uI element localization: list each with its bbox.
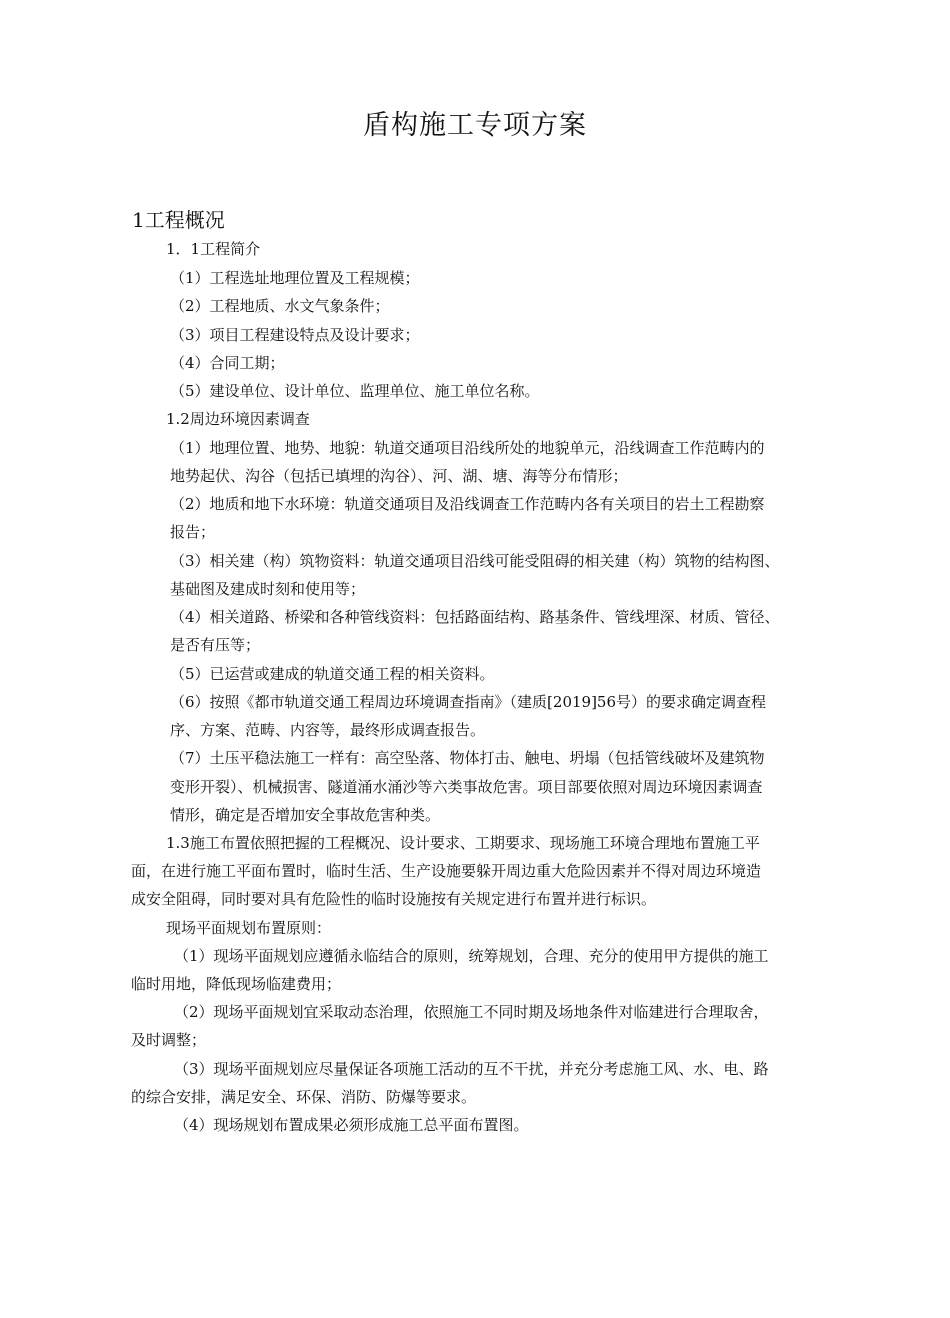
- principles-heading: 现场平面规划布置原则：: [166, 919, 332, 937]
- paragraph-line: （1）现场平面规划应遵循永临结合的原则，统筹规划，合理、充分的使用甲方提供的施工: [174, 947, 769, 965]
- paragraph-line: 地势起伏、沟谷（包括已填埋的沟谷）、河、湖、塘、海等分布情形；: [170, 467, 628, 485]
- paragraph-line: 序、方案、范畴、内容等，最终形成调查报告。: [170, 721, 486, 739]
- paragraph-line: 是否有压等；: [170, 636, 261, 654]
- paragraph-line: （4）相关道路、桥梁和各种管线资料：包括路面结构、路基条件、管线埋深、材质、管径、: [170, 608, 780, 626]
- paragraph-line: 临时用地，降低现场临建费用；: [131, 975, 342, 993]
- paragraph-line: （3）现场平面规划应尽量保证各项施工活动的互不干扰，并充分考虑施工风、水、电、路: [174, 1060, 769, 1078]
- list-item: （5）建设单位、设计单位、监理单位、施工单位名称。: [170, 382, 540, 400]
- list-item: （1）工程选址地理位置及工程规模；: [170, 269, 420, 287]
- paragraph-line: （2）现场平面规划宜采取动态治理，依照施工不同时期及场地条件对临建进行合理取舍，: [174, 1003, 769, 1021]
- paragraph-line: （1）地理位置、地势、地貌：轨道交通项目沿线所处的地貌单元，沿线调查工作范畴内的: [170, 439, 765, 457]
- paragraph-line: 变形开裂）、机械损害、隧道涌水涌沙等六类事故危害。项目部要依照对周边环境因素调查: [170, 778, 763, 796]
- paragraph-line: 情形，确定是否增加安全事故危害种类。: [170, 806, 441, 824]
- paragraph-line: （6）按照《都市轨道交通工程周边环境调查指南》（建质[2019]56号）的要求确定调查程: [170, 693, 767, 711]
- paragraph-line: 基础图及建成时刻和使用等；: [170, 580, 366, 598]
- subsection-1-1-heading: 1．1工程简介: [166, 240, 261, 258]
- subsection-1-2-heading: 1.2周边环境因素调查: [166, 410, 310, 428]
- list-item: （3）项目工程建设特点及设计要求；: [170, 326, 420, 344]
- paragraph-line: 及时调整；: [131, 1031, 207, 1049]
- section-1-heading: 1工程概况: [132, 208, 225, 232]
- list-item: （4）合同工期；: [170, 354, 285, 372]
- paragraph-line: （4）现场规划布置成果必须形成施工总平面布置图。: [174, 1116, 529, 1134]
- paragraph-line: 1.3施工布置依照把握的工程概况、设计要求、工期要求、现场施工环境合理地布置施工平: [166, 834, 760, 852]
- paragraph-line: 成安全阻碍，同时要对具有危险性的临时设施按有关规定进行布置并进行标识。: [131, 890, 657, 908]
- paragraph-line: 报告；: [170, 523, 216, 541]
- list-item: （2）工程地质、水文气象条件；: [170, 297, 390, 315]
- paragraph-line: 面，在进行施工平面布置时，临时生活、生产设施要躲开周边重大危险因素并不得对周边环境造: [131, 862, 762, 880]
- document-title: 盾构施工专项方案: [363, 110, 587, 141]
- paragraph-line: （5）已运营或建成的轨道交通工程的相关资料。: [170, 665, 495, 683]
- paragraph-line: 的综合安排，满足安全、环保、消防、防爆等要求。: [131, 1088, 477, 1106]
- paragraph-line: （7）土压平稳法施工一样有：高空坠落、物体打击、触电、坍塌（包括管线破坏及建筑物: [170, 749, 765, 767]
- paragraph-line: （3）相关建（构）筑物资料：轨道交通项目沿线可能受阻碍的相关建（构）筑物的结构图、: [170, 552, 780, 570]
- paragraph-line: （2）地质和地下水环境：轨道交通项目及沿线调查工作范畴内各有关项目的岩土工程勘察: [170, 495, 765, 513]
